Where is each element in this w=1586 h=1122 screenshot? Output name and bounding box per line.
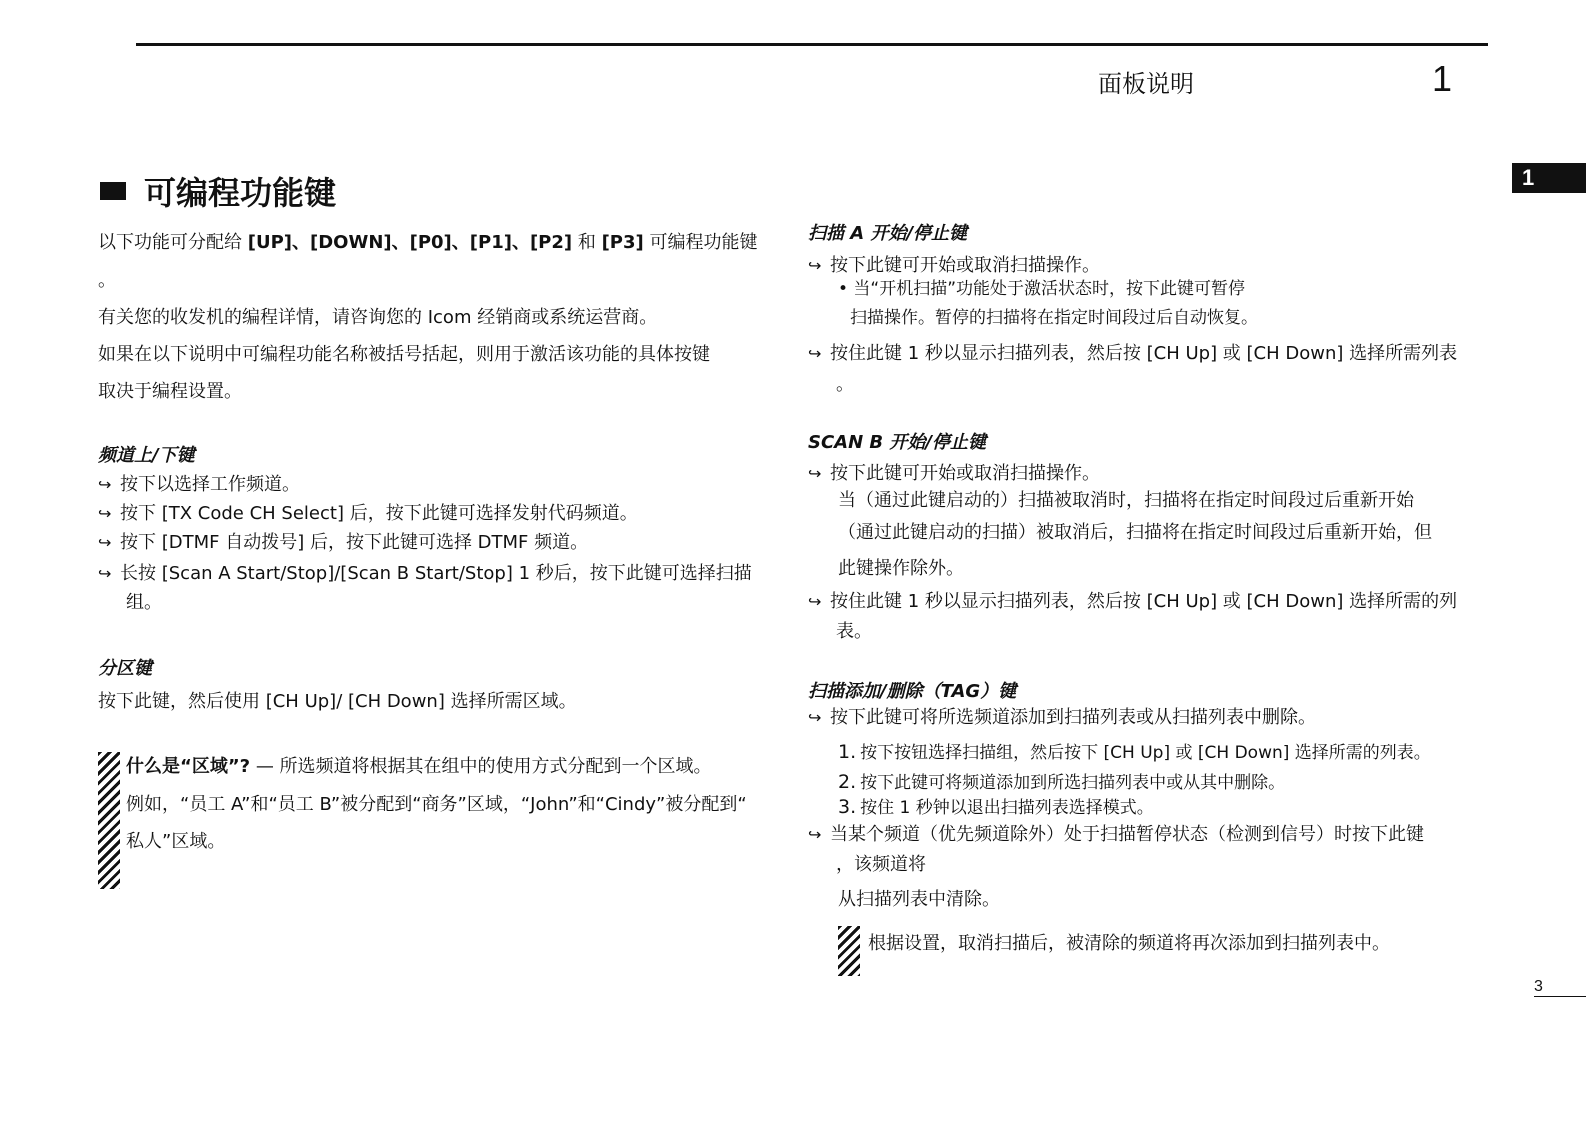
scan-a-title: 扫描 A 开始/停止键 bbox=[808, 223, 968, 244]
zone-key-text: 按下此键，然后使用 [CH Up]/ [CH Down] 选择所需区域。 bbox=[98, 691, 577, 712]
arrow-icon: ↪ bbox=[808, 592, 822, 611]
arrow-icon: ↪ bbox=[98, 504, 112, 523]
list-item-cont: ，该频道将 bbox=[836, 854, 926, 875]
zone-note-bold: 什么是“区域”? bbox=[126, 756, 251, 777]
scan-b-title: SCAN B 开始/停止键 bbox=[808, 432, 986, 453]
bracket-paragraph: 如果在以下说明中可编程功能名称被括号括起，则用于激活该功能的具体按键 bbox=[98, 344, 710, 365]
arrow-icon: ↪ bbox=[808, 256, 822, 275]
tag-step: 1. 按下按钮选择扫描组，然后按下 [CH Up] 或 [CH Down] 选择所需的列表。 bbox=[838, 741, 1431, 763]
list-item: ↪ 按住此键 1 秒以显示扫描列表，然后按 [CH Up] 或 [CH Down] 选择所需的列 bbox=[808, 591, 1458, 612]
chapter-number: 1 bbox=[1432, 58, 1453, 99]
zone-note-line2: 例如，“员工 A”和“员工 B”被分配到“商务”区域，“John”和“Cindy”被分配到“ bbox=[126, 794, 747, 815]
arrow-icon: ↪ bbox=[98, 564, 112, 583]
intro-period: 。 bbox=[98, 270, 116, 291]
dealer-paragraph: 有关您的收发机的编程详情，请咨询您的 Icom 经销商或系统运营商。 bbox=[98, 307, 658, 328]
arrow-icon: ↪ bbox=[808, 464, 822, 483]
list-item: ↪ 按下此键可将所选频道添加到扫描列表或从扫描列表中删除。 bbox=[808, 707, 1316, 728]
arrow-icon: ↪ bbox=[808, 344, 822, 363]
page-number: 3 bbox=[1534, 978, 1543, 995]
scan-a-bullet: • 当“开机扫描”功能处于激活状态时，按下此键可暂停 bbox=[838, 279, 1246, 299]
list-item-cont: 表。 bbox=[836, 621, 872, 642]
list-item: ↪ 按下此键可开始或取消扫描操作。 bbox=[808, 463, 1100, 484]
arrow-icon: ↪ bbox=[98, 533, 112, 552]
list-item: ↪ 按下此键可开始或取消扫描操作。 bbox=[808, 255, 1100, 276]
list-item: ↪ 按下 [DTMF 自动拨号] 后，按下此键可选择 DTMF 频道。 bbox=[98, 532, 589, 553]
section-title-text: 可编程功能键 bbox=[144, 174, 337, 212]
chapter-tab: 1 bbox=[1512, 163, 1586, 193]
list-item-cont: 组。 bbox=[126, 592, 162, 613]
tag-key-title: 扫描添加/删除（TAG）键 bbox=[808, 681, 1017, 702]
scan-b-line2: 当（通过此键启动的）扫描被取消时，扫描将在指定时间段过后重新开始 bbox=[838, 490, 1414, 511]
list-item: ↪ 按住此键 1 秒以显示扫描列表，然后按 [CH Up] 或 [CH Down] 选择所需列表 bbox=[808, 343, 1458, 364]
tag-note: 根据设置，取消扫描后，被清除的频道将再次添加到扫描列表中。 bbox=[868, 933, 1390, 954]
section-title bbox=[100, 168, 336, 214]
scan-a-bullet-cont: 扫描操作。暂停的扫描将在指定时间段过后自动恢复。 bbox=[850, 308, 1258, 328]
intro-paragraph bbox=[98, 230, 757, 256]
tag-step: 2. 按下此键可将频道添加到所选扫描列表中或从其中删除。 bbox=[838, 771, 1286, 793]
header-title: 面板说明 bbox=[1098, 70, 1194, 98]
scan-b-line3: （通过此键启动的扫描）被取消后，扫描将在指定时间段过后重新开始，但 bbox=[838, 522, 1432, 543]
intro-and: 和 bbox=[572, 232, 602, 253]
scan-b-line4: 此键操作除外。 bbox=[838, 558, 964, 579]
arrow-icon: ↪ bbox=[98, 475, 112, 494]
black-square-icon bbox=[100, 182, 126, 200]
zone-note-line3: 私人”区域。 bbox=[126, 831, 226, 852]
zone-key-title: 分区键 bbox=[98, 658, 152, 679]
list-item: ↪ 当某个频道（优先频道除外）处于扫描暂停状态（检测到信号）时按下此键 bbox=[808, 824, 1424, 845]
intro-suffix: 可编程功能键 bbox=[643, 232, 758, 253]
zone-note-text: — 所选频道将根据其在组中的使用方式分配到一个区域。 bbox=[250, 756, 712, 777]
header-rule bbox=[136, 43, 1488, 46]
channel-key-title: 频道上/下键 bbox=[98, 445, 195, 466]
tag-step: 3. 按住 1 秒钟以退出扫描列表选择模式。 bbox=[838, 796, 1154, 818]
list-item: ↪ 按下以选择工作频道。 bbox=[98, 474, 300, 495]
zone-note bbox=[126, 754, 712, 780]
bracket-paragraph-cont: 取决于编程设置。 bbox=[98, 381, 242, 402]
list-item-cont: 。 bbox=[836, 374, 854, 395]
intro-last-key: [P3] bbox=[601, 232, 644, 253]
list-item-cont2: 从扫描列表中清除。 bbox=[838, 889, 1000, 910]
note-hatch-icon bbox=[98, 752, 120, 889]
note-hatch-icon bbox=[838, 926, 860, 976]
list-item: ↪ 按下 [TX Code CH Select] 后，按下此键可选择发射代码频道。 bbox=[98, 503, 638, 524]
list-item: ↪ 长按 [Scan A Start/Stop]/[Scan B Start/Stop] 1 秒后，按下此键可选择扫描 bbox=[98, 563, 752, 584]
arrow-icon: ↪ bbox=[808, 825, 822, 844]
intro-prefix: 以下功能可分配给 bbox=[98, 232, 248, 253]
page-number-rule bbox=[1534, 996, 1586, 997]
arrow-icon: ↪ bbox=[808, 708, 822, 727]
intro-keys: [UP]、[DOWN]、[P0]、[P1]、[P2] bbox=[247, 232, 573, 253]
